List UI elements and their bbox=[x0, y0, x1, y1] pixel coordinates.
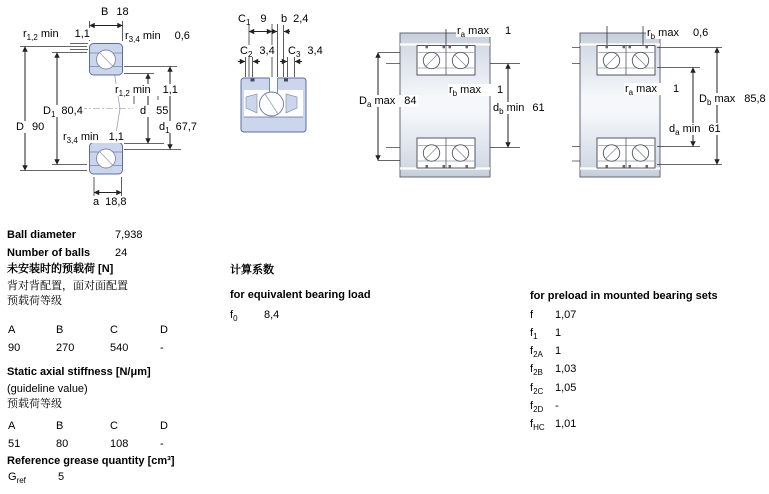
number-of-balls-row bbox=[7, 247, 127, 260]
number-of-balls-label: Number of balls bbox=[7, 247, 91, 259]
dim-r34-bot: $r_{3,4}$ min 1,1 bbox=[63, 131, 124, 146]
dim-d1: $d_1$ 67,7 bbox=[159, 121, 197, 136]
dim-C2: $C_2$ 3,4 bbox=[240, 45, 275, 60]
factor-row-f: f 1,07 bbox=[530, 309, 577, 321]
factor-row-f2A: $f_{2A}$ 1 bbox=[530, 345, 562, 360]
stiffness-grade-header: A B C D bbox=[8, 420, 168, 432]
dim-b: b 2,4 bbox=[281, 13, 309, 25]
preload-values-row: 90 270 540 - bbox=[8, 342, 164, 354]
factor-row-f2B: $f_{2B}$ 1,03 bbox=[530, 363, 577, 378]
stiffness-section-title: Static axial stiffness [N/μm] bbox=[7, 366, 151, 378]
dim-C1: $C_1$ 9 bbox=[238, 13, 267, 28]
dim-Db-max: $D_b$ max 85,8 bbox=[699, 93, 766, 108]
factor-row-f0: $f_0$ 8,4 bbox=[230, 309, 280, 324]
stiffness-values-row: 51 80 108 - bbox=[8, 438, 164, 450]
dim-rb-shaft: $r_b$ max 0,6 bbox=[647, 27, 709, 42]
dim-rb-housing: $r_b$ max 1 bbox=[449, 84, 504, 99]
factor-row-f1: $f_1$ 1 bbox=[530, 327, 562, 342]
dim-Da-max: $D_a$ max 84 bbox=[359, 95, 417, 110]
factor-row-f2C: $f_{2C}$ 1,05 bbox=[530, 382, 577, 397]
number-of-balls-value: 24 bbox=[115, 247, 128, 259]
ball-diameter-value: 7,938 bbox=[115, 229, 143, 241]
grease-section-title: Reference grease quantity [cm³] bbox=[7, 455, 175, 467]
dim-r34-top: $r_{3,4}$ min 0,6 bbox=[125, 30, 190, 45]
preload-grade-header: A B C D bbox=[8, 324, 168, 336]
ball-diameter-label: Ball diameter bbox=[7, 229, 77, 241]
grease-row: $G_{ref}$ 5 bbox=[8, 471, 65, 486]
dim-D: D 90 bbox=[16, 121, 45, 133]
stiffness-section-subtitle: (guideline value) bbox=[7, 383, 88, 395]
factor-row-fHC: $f_{HC}$ 1,01 bbox=[530, 418, 577, 433]
dim-a: a 18,8 bbox=[93, 196, 127, 208]
dim-B: B 18 bbox=[101, 6, 129, 18]
calc-factors-title: 计算系数 bbox=[230, 264, 274, 276]
drawing-seal-detail bbox=[238, 24, 306, 132]
dim-ra-housing: $r_a$ max 1 bbox=[457, 25, 512, 40]
dim-r12-mid: $r_{1,2}$ min 1,1 bbox=[115, 84, 178, 99]
dim-da-min: $d_a$ min 61 bbox=[669, 123, 721, 138]
preload-section-subtitle: 背对背配置，面对面配置 bbox=[7, 280, 128, 292]
equiv-load-title: for equivalent bearing load bbox=[230, 289, 371, 301]
preload-sets-title: for preload in mounted bearing sets bbox=[530, 290, 718, 302]
dim-d: d 55 bbox=[140, 105, 169, 117]
stiffness-grade-label: 预载荷等级 bbox=[7, 398, 62, 410]
dim-C3: $C_3$ 3,4 bbox=[288, 45, 323, 60]
ball-diameter-row bbox=[7, 229, 143, 242]
preload-grade-label: 预载荷等级 bbox=[7, 295, 62, 307]
preload-section-title: 未安装时的预载荷 [N] bbox=[7, 263, 114, 275]
dim-D1: $D_1$ 80,4 bbox=[43, 105, 83, 120]
dim-db-min: $d_b$ min 61 bbox=[493, 102, 545, 117]
dim-ra-shaft: $r_a$ max 1 bbox=[625, 83, 680, 98]
factor-row-f2D: $f_{2D}$ - bbox=[530, 400, 559, 415]
dim-r12-top: $r_{1,2}$ min 1,1 bbox=[23, 28, 90, 43]
